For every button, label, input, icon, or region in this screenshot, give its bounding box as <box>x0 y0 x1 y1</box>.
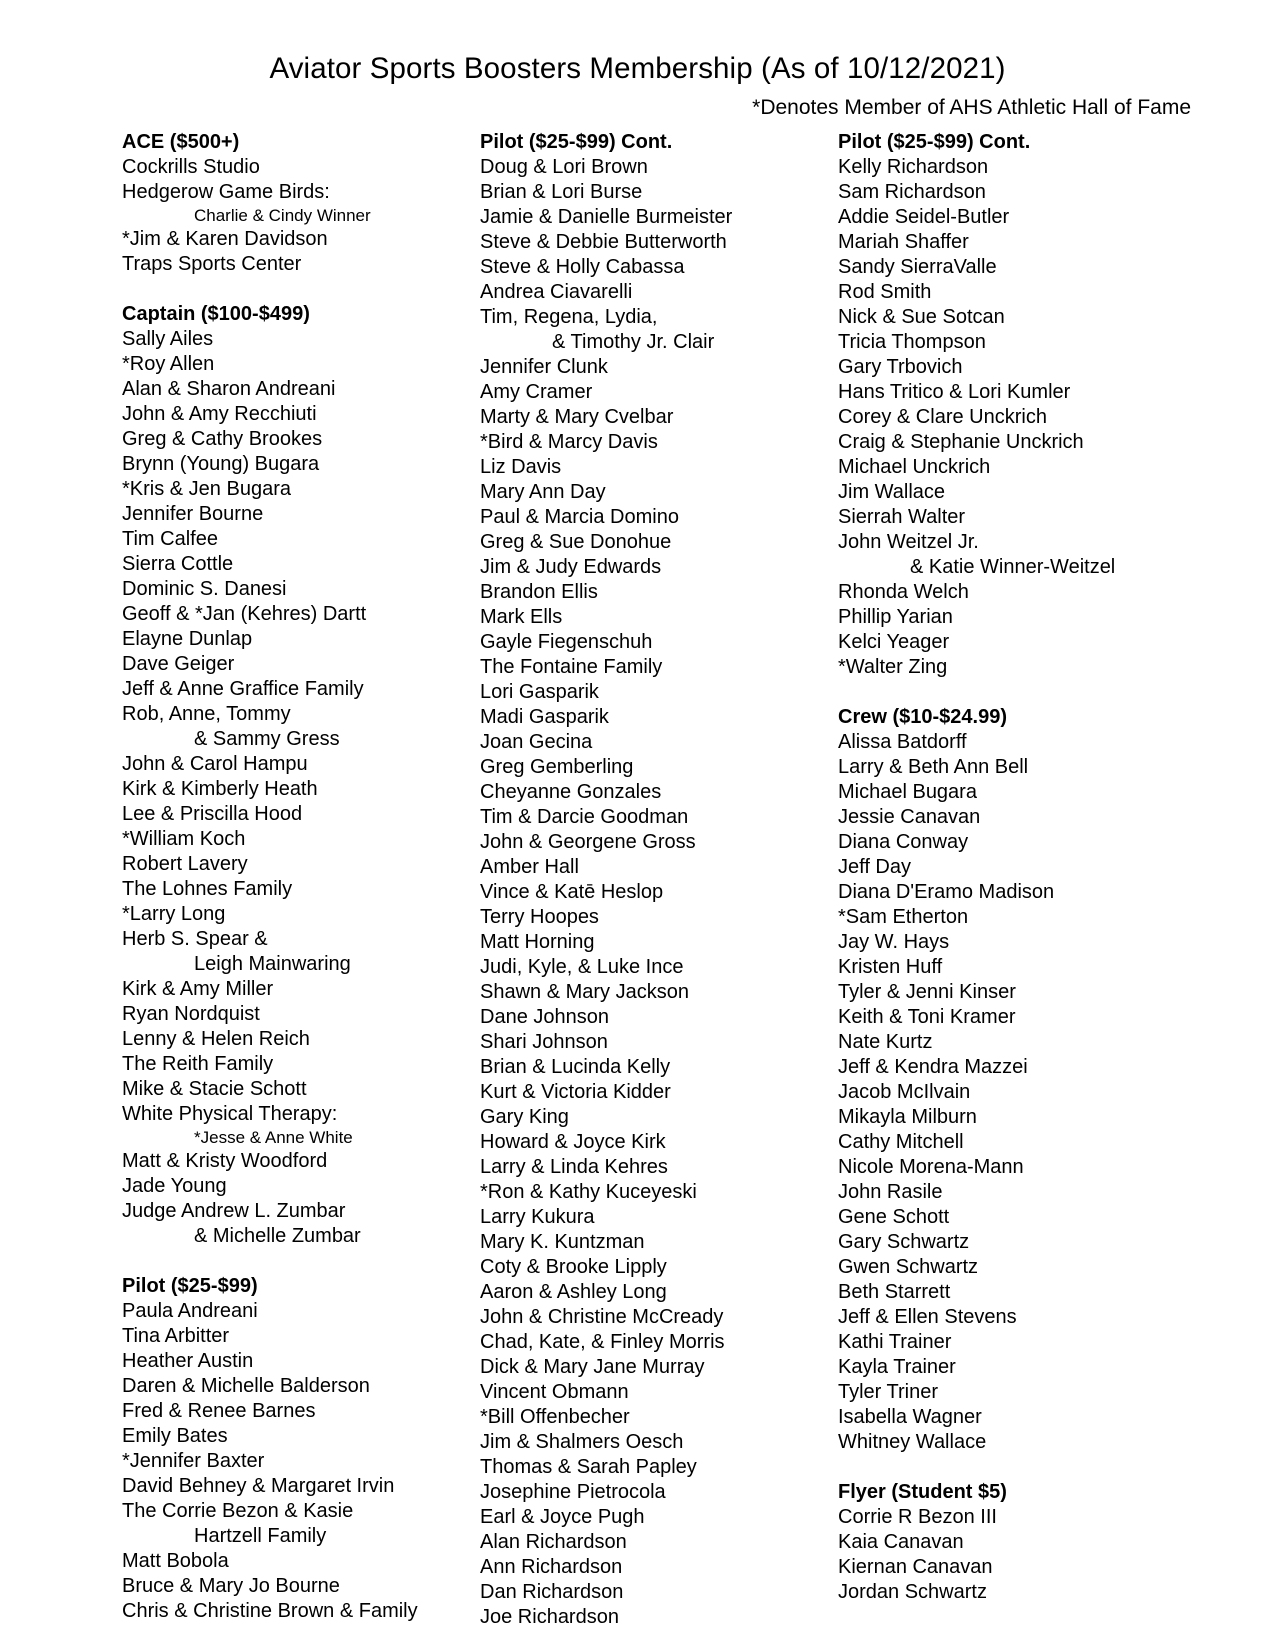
member-name-continuation: Hartzell Family <box>194 1525 327 1547</box>
member-name: Alan & Sharon Andreani <box>122 378 336 400</box>
member-name: Nick & Sue Sotcan <box>838 306 1005 328</box>
member-name: The Lohnes Family <box>122 878 293 900</box>
member-name: Daren & Michelle Balderson <box>122 1375 370 1397</box>
member-name: Kayla Trainer <box>838 1356 956 1378</box>
member-name: Keith & Toni Kramer <box>838 1006 1016 1028</box>
member-name: Rhonda Welch <box>838 581 969 603</box>
member-name: Tyler & Jenni Kinser <box>838 981 1016 1003</box>
member-name: Mike & Stacie Schott <box>122 1078 307 1100</box>
member-name: John Rasile <box>838 1181 943 1203</box>
member-name: Tim, Regena, Lydia, <box>480 306 658 328</box>
section-spacer <box>122 277 418 302</box>
member-name: White Physical Therapy: <box>122 1103 338 1125</box>
member-name: Gary Schwartz <box>838 1231 970 1253</box>
member-name-continuation: & Michelle Zumbar <box>194 1225 361 1247</box>
member-name: Jeff Day <box>838 856 911 878</box>
member-name: Dane Johnson <box>480 1006 609 1028</box>
member-name: Sally Ailes <box>122 328 214 350</box>
member-name: Tina Arbitter <box>122 1325 230 1347</box>
member-name: Kirk & Kimberly Heath <box>122 778 318 800</box>
tier-heading: Pilot ($25-$99) <box>122 1275 258 1297</box>
member-name: Paul & Marcia Domino <box>480 506 679 528</box>
member-name: *Ron & Kathy Kuceyeski <box>480 1181 697 1203</box>
member-name: Jeff & Kendra Mazzei <box>838 1056 1028 1078</box>
member-name: Michael Bugara <box>838 781 977 803</box>
member-name: John & Amy Recchiuti <box>122 403 317 425</box>
member-name: Gary King <box>480 1106 569 1128</box>
member-name: Dave Geiger <box>122 653 235 675</box>
member-name: Jordan Schwartz <box>838 1581 987 1603</box>
member-name: Josephine Pietrocola <box>480 1481 666 1503</box>
section-spacer <box>838 680 1115 705</box>
member-name: Emily Bates <box>122 1425 228 1447</box>
member-name: Cockrills Studio <box>122 156 260 178</box>
member-name: Kirk & Amy Miller <box>122 978 274 1000</box>
member-name: Mariah Shaffer <box>838 231 969 253</box>
member-name: Jay W. Hays <box>838 931 950 953</box>
member-name: Judi, Kyle, & Luke Ince <box>480 956 684 978</box>
member-name: John & Christine McCready <box>480 1306 724 1328</box>
member-name: Alissa Batdorff <box>838 731 967 753</box>
member-name: Brynn (Young) Bugara <box>122 453 320 475</box>
member-name: John & Georgene Gross <box>480 831 696 853</box>
member-name: Craig & Stephanie Unckrich <box>838 431 1084 453</box>
member-name: Kaia Canavan <box>838 1531 964 1553</box>
member-name: Gene Schott <box>838 1206 950 1228</box>
member-name: Jim Wallace <box>838 481 946 503</box>
member-name: Hedgerow Game Birds: <box>122 181 330 203</box>
member-name: The Fontaine Family <box>480 656 663 678</box>
member-name: Dominic S. Danesi <box>122 578 287 600</box>
member-name: Sierrah Walter <box>838 506 966 528</box>
member-name: *Bill Offenbecher <box>480 1406 630 1428</box>
membership-column-2 <box>480 130 732 1630</box>
member-name: *Larry Long <box>122 903 226 925</box>
member-name: Jessie Canavan <box>838 806 981 828</box>
member-name: Tricia Thompson <box>838 331 986 353</box>
member-name: Herb S. Spear & <box>122 928 268 950</box>
member-name: Shawn & Mary Jackson <box>480 981 689 1003</box>
member-name: Steve & Debbie Butterworth <box>480 231 727 253</box>
member-name: *Kris & Jen Bugara <box>122 478 291 500</box>
member-name: Nate Kurtz <box>838 1031 933 1053</box>
member-name: Jim & Shalmers Oesch <box>480 1431 684 1453</box>
tier-heading: ACE ($500+) <box>122 131 240 153</box>
member-name: Addie Seidel-Butler <box>838 206 1010 228</box>
member-name: *Jennifer Baxter <box>122 1450 265 1472</box>
member-name: Mary Ann Day <box>480 481 606 503</box>
member-name: Dan Richardson <box>480 1581 624 1603</box>
tier-heading: Pilot ($25-$99) Cont. <box>838 131 1031 153</box>
member-name-continuation: & Katie Winner-Weitzel <box>910 556 1116 578</box>
member-sub-name: Charlie & Cindy Winner <box>194 206 371 225</box>
membership-column-1 <box>122 130 418 1624</box>
member-name: Liz Davis <box>480 456 562 478</box>
member-name: Sandy SierraValle <box>838 256 997 278</box>
member-name: Robert Lavery <box>122 853 248 875</box>
member-name: Jeff & Anne Graffice Family <box>122 678 364 700</box>
member-name: Matt Horning <box>480 931 595 953</box>
member-name: Earl & Joyce Pugh <box>480 1506 645 1528</box>
member-name: Chad, Kate, & Finley Morris <box>480 1331 725 1353</box>
member-name: *Jim & Karen Davidson <box>122 228 328 250</box>
member-name: Jacob McIlvain <box>838 1081 971 1103</box>
member-name: Diana D'Eramo Madison <box>838 881 1055 903</box>
member-name: Joan Gecina <box>480 731 593 753</box>
member-name: Matt Bobola <box>122 1550 229 1572</box>
member-name: Kristen Huff <box>838 956 943 978</box>
member-name: Traps Sports Center <box>122 253 302 275</box>
member-name: Rod Smith <box>838 281 932 303</box>
member-name: Mark Ells <box>480 606 563 628</box>
tier-heading: Flyer (Student $5) <box>838 1481 1007 1503</box>
member-name: Gary Trbovich <box>838 356 963 378</box>
member-name: Corey & Clare Unckrich <box>838 406 1047 428</box>
member-name: Tyler Triner <box>838 1381 939 1403</box>
member-name: Howard & Joyce Kirk <box>480 1131 666 1153</box>
member-name-continuation: & Timothy Jr. Clair <box>552 331 715 353</box>
member-name: Diana Conway <box>838 831 969 853</box>
member-name: Beth Starrett <box>838 1281 951 1303</box>
member-name: Ann Richardson <box>480 1556 623 1578</box>
member-name: Nicole Morena-Mann <box>838 1156 1024 1178</box>
member-name: Kurt & Victoria Kidder <box>480 1081 671 1103</box>
member-name: Kelly Richardson <box>838 156 989 178</box>
member-name: Jennifer Bourne <box>122 503 264 525</box>
tier-heading: Captain ($100-$499) <box>122 303 310 325</box>
member-name: Chris & Christine Brown & Family <box>122 1600 418 1622</box>
hall-of-fame-note: *Denotes Member of AHS Athletic Hall of Fame <box>752 96 1191 119</box>
member-name: Terry Hoopes <box>480 906 599 928</box>
member-name: Dick & Mary Jane Murray <box>480 1356 705 1378</box>
member-name: Greg & Cathy Brookes <box>122 428 323 450</box>
tier-heading: Pilot ($25-$99) Cont. <box>480 131 673 153</box>
member-name: Paula Andreani <box>122 1300 258 1322</box>
member-name: Heather Austin <box>122 1350 254 1372</box>
member-name: Larry & Beth Ann Bell <box>838 756 1029 778</box>
member-name: Brian & Lori Burse <box>480 181 643 203</box>
member-name: Amber Hall <box>480 856 579 878</box>
member-name: Sam Richardson <box>838 181 986 203</box>
member-name: Tim & Darcie Goodman <box>480 806 689 828</box>
member-name: *William Koch <box>122 828 246 850</box>
member-name: The Corrie Bezon & Kasie <box>122 1500 354 1522</box>
member-name: Elayne Dunlap <box>122 628 253 650</box>
member-name: Doug & Lori Brown <box>480 156 648 178</box>
member-name: *Walter Zing <box>838 656 948 678</box>
member-name: Tim Calfee <box>122 528 218 550</box>
member-name: Ryan Nordquist <box>122 1003 260 1025</box>
member-name: Larry Kukura <box>480 1206 595 1228</box>
member-name-continuation: & Sammy Gress <box>194 728 340 750</box>
member-name: Hans Tritico & Lori Kumler <box>838 381 1071 403</box>
section-spacer <box>838 1455 1115 1480</box>
member-name: Geoff & *Jan (Kehres) Dartt <box>122 603 367 625</box>
member-name: Sierra Cottle <box>122 553 234 575</box>
member-name: Jeff & Ellen Stevens <box>838 1306 1017 1328</box>
member-name: Isabella Wagner <box>838 1406 982 1428</box>
member-name: Lee & Priscilla Hood <box>122 803 303 825</box>
tier-heading: Crew ($10-$24.99) <box>838 706 1007 728</box>
member-name: Kelci Yeager <box>838 631 950 653</box>
member-name: Mikayla Milburn <box>838 1106 977 1128</box>
member-name: *Sam Etherton <box>838 906 969 928</box>
member-name: Whitney Wallace <box>838 1431 987 1453</box>
member-name: Bruce & Mary Jo Bourne <box>122 1575 340 1597</box>
member-name: Cathy Mitchell <box>838 1131 964 1153</box>
member-name: Kiernan Canavan <box>838 1556 993 1578</box>
member-name: The Reith Family <box>122 1053 274 1075</box>
member-name: David Behney & Margaret Irvin <box>122 1475 395 1497</box>
member-name: Greg Gemberling <box>480 756 634 778</box>
member-sub-name: *Jesse & Anne White <box>194 1128 353 1147</box>
member-name: Madi Gasparik <box>480 706 609 728</box>
member-name: Kathi Trainer <box>838 1331 952 1353</box>
member-name: John Weitzel Jr. <box>838 531 979 553</box>
member-name: Fred & Renee Barnes <box>122 1400 316 1422</box>
member-name: Lenny & Helen Reich <box>122 1028 310 1050</box>
member-name: Andrea Ciavarelli <box>480 281 633 303</box>
member-name: Judge Andrew L. Zumbar <box>122 1200 346 1222</box>
member-name: Brian & Lucinda Kelly <box>480 1056 671 1078</box>
member-name: Gwen Schwartz <box>838 1256 979 1278</box>
member-name: Coty & Brooke Lipply <box>480 1256 667 1278</box>
member-name: Marty & Mary Cvelbar <box>480 406 674 428</box>
member-name: Rob, Anne, Tommy <box>122 703 291 725</box>
member-name: Shari Johnson <box>480 1031 608 1053</box>
member-name-continuation: Leigh Mainwaring <box>194 953 351 975</box>
member-name: Joe Richardson <box>480 1606 619 1628</box>
member-name: Jade Young <box>122 1175 227 1197</box>
page-title: Aviator Sports Boosters Membership (As of 10/12/2021) <box>269 52 1006 85</box>
member-name: Alan Richardson <box>480 1531 627 1553</box>
member-name: Larry & Linda Kehres <box>480 1156 668 1178</box>
member-name: Jamie & Danielle Burmeister <box>480 206 733 228</box>
member-name: Vince & Katē Heslop <box>480 881 664 903</box>
member-name: Steve & Holly Cabassa <box>480 256 685 278</box>
member-name: Jim & Judy Edwards <box>480 556 662 578</box>
member-name: *Roy Allen <box>122 353 215 375</box>
member-name: John & Carol Hampu <box>122 753 308 775</box>
member-name: Thomas & Sarah Papley <box>480 1456 697 1478</box>
member-name: Gayle Fiegenschuh <box>480 631 653 653</box>
member-name: *Bird & Marcy Davis <box>480 431 658 453</box>
member-name: Lori Gasparik <box>480 681 599 703</box>
member-name: Michael Unckrich <box>838 456 991 478</box>
member-name: Brandon Ellis <box>480 581 598 603</box>
member-name: Jennifer Clunk <box>480 356 608 378</box>
member-name: Phillip Yarian <box>838 606 953 628</box>
member-name: Matt & Kristy Woodford <box>122 1150 328 1172</box>
member-name: Corrie R Bezon III <box>838 1506 997 1528</box>
member-name: Greg & Sue Donohue <box>480 531 672 553</box>
member-name: Cheyanne Gonzales <box>480 781 662 803</box>
section-spacer <box>122 1249 418 1274</box>
member-name: Mary K. Kuntzman <box>480 1231 645 1253</box>
membership-column-3 <box>838 130 1115 1605</box>
member-name: Amy Cramer <box>480 381 593 403</box>
member-name: Aaron & Ashley Long <box>480 1281 667 1303</box>
member-name: Vincent Obmann <box>480 1381 629 1403</box>
